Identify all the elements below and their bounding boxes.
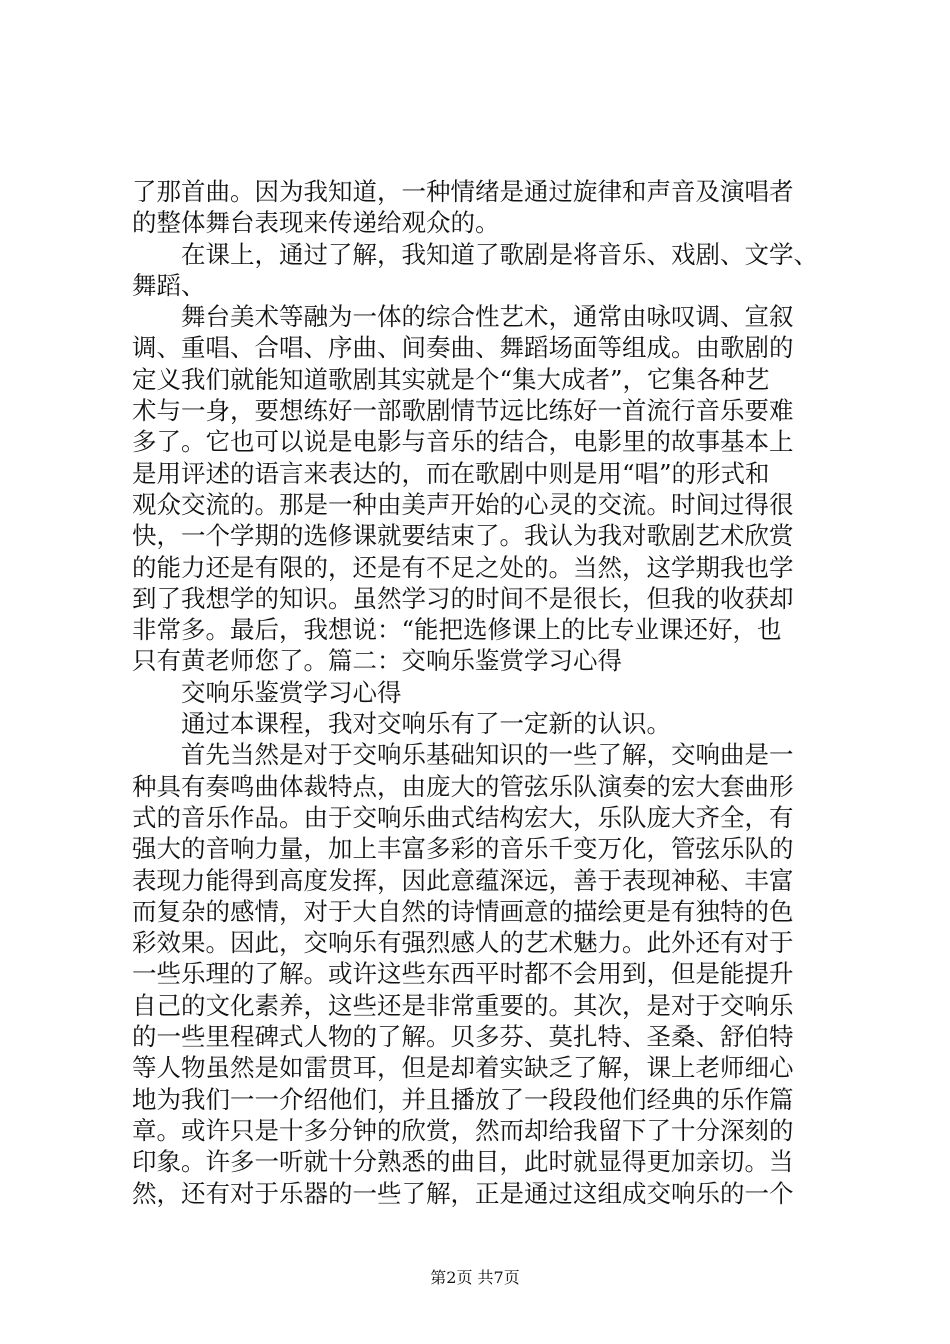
- text-line: 自己的文化素养，这些还是非常重要的。其次，是对于交响乐: [132, 990, 794, 1020]
- text-line: 到了我想学的知识。虽然学习的时间不是很长，但我的收获却: [132, 583, 794, 613]
- text-line: 调、重唱、合唱、序曲、间奏曲、舞蹈场面等组成。由歌剧的: [132, 333, 794, 363]
- text-line: 一些乐理的了解。或许这些东西平时都不会用到，但是能提升: [132, 959, 794, 989]
- text-line: 舞蹈、: [132, 270, 206, 300]
- text-line: 是用评述的语言来表达的，而在歌剧中则是用“唱”的形式和: [132, 458, 770, 488]
- text-line: 的整体舞台表现来传递给观众的。: [132, 208, 500, 238]
- text-line: 地为我们一一介绍他们，并且播放了一段段他们经典的乐作篇: [132, 1084, 794, 1114]
- text-line: 交响乐鉴赏学习心得: [181, 677, 402, 707]
- text-line: 只有黄老师您了。篇二：交响乐鉴赏学习心得: [132, 646, 622, 676]
- text-line: 强大的音响力量，加上丰富多彩的音乐千变万化，管弦乐队的: [132, 834, 794, 864]
- text-line: 术与一身，要想练好一部歌剧情节远比练好一首流行音乐要难: [132, 396, 794, 426]
- text-line: 快，一个学期的选修课就要结束了。我认为我对歌剧艺术欣赏: [132, 521, 794, 551]
- text-line: 表现力能得到高度发挥，因此意蕴深远，善于表现神秘、丰富: [132, 865, 794, 895]
- text-line: 的一些里程碑式人物的了解。贝多芬、莫扎特、圣桑、舒伯特: [132, 1022, 794, 1052]
- document-body: [132, 176, 832, 1209]
- text-line: 而复杂的感情，对于大自然的诗情画意的描绘更是有独特的色: [132, 896, 794, 926]
- text-line: 舞台美术等融为一体的综合性艺术，通常由咏叹调、宣叙: [181, 302, 794, 332]
- text-line: 然，还有对于乐器的一些了解，正是通过这组成交响乐的一个: [132, 1178, 794, 1208]
- text-line: 首先当然是对于交响乐基础知识的一些了解，交响曲是一: [181, 740, 794, 770]
- text-line: 印象。许多一听就十分熟悉的曲目，此时就显得更加亲切。当: [132, 1147, 794, 1177]
- text-line: 通过本课程，我对交响乐有了一定新的认识。: [181, 709, 671, 739]
- text-line: 章。或许只是十多分钟的欣赏，然而却给我留下了十分深刻的: [132, 1115, 794, 1145]
- text-line: 的能力还是有限的，还是有不足之处的。当然，这学期我也学: [132, 552, 794, 582]
- text-line: 式的音乐作品。由于交响乐曲式结构宏大，乐队庞大齐全，有: [132, 802, 794, 832]
- text-line: 种具有奏鸣曲体裁特点，由庞大的管弦乐队演奏的宏大套曲形: [132, 771, 794, 801]
- page-number: 第2页 共7页: [430, 1268, 520, 1287]
- text-line: 在课上，通过了解，我知道了歌剧是将音乐、戏剧、文学、: [181, 239, 818, 269]
- text-line: 彩效果。因此，交响乐有强烈感人的艺术魅力。此外还有对于: [132, 928, 794, 958]
- text-line: 等人物虽然是如雷贯耳，但是却着实缺乏了解，课上老师细心: [132, 1053, 794, 1083]
- text-line: 多了。它也可以说是电影与音乐的结合，电影里的故事基本上: [132, 427, 794, 457]
- text-line: 了那首曲。因为我知道，一种情绪是通过旋律和声音及演唱者: [132, 177, 794, 206]
- text-line: 观众交流的。那是一种由美声开始的心灵的交流。时间过得很: [132, 489, 794, 519]
- text-line: 定义我们就能知道歌剧其实就是个“集大成者”，它集各种艺: [132, 364, 770, 394]
- text-line: 非常多。最后，我想说：“能把选修课上的比专业课还好，也: [132, 615, 782, 645]
- page-footer: [0, 1268, 950, 1288]
